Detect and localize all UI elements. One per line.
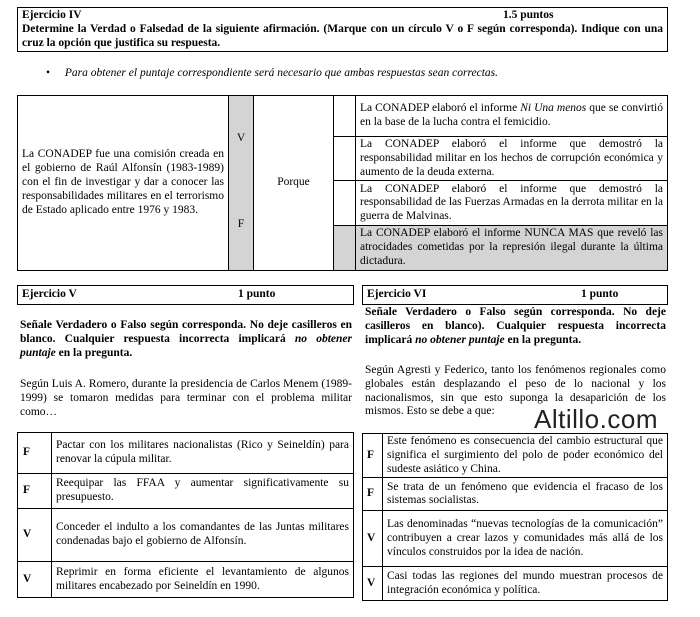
ex5-text-1: Pactar con los militares nacionalistas (Rico y Seineldín) para renovar la cúpula militar.	[52, 433, 354, 474]
ex5-mark-1[interactable]: F	[18, 433, 52, 474]
ex5-table	[17, 432, 354, 598]
bullet-icon: •	[46, 67, 51, 79]
ex5-instruction: Señale Verdadero o Falso según corresponda. No deje casilleros en blanco. Cualquier respuesta incorrecta implicará no obtener puntaje en la pregunta.	[20, 319, 353, 359]
option-text-2: La CONADEP elaboró el informe que demostró la responsabilidad militar en los hechos de corrupción económica y aumento de la deuda externa.	[356, 137, 668, 181]
ex6-intro: Según Agresti y Federico, tanto los fenómenos regionales como globales están desplazando el peso de lo nacional y los nacionalismos, sin que esto suponga la desaparición de los mismos. Esto se debe a que:	[365, 364, 666, 418]
ex5-header	[17, 285, 354, 305]
ex4-bullet-text: Para obtener el puntaje correspondiente será necesario que ambas respuestas sean correctas.	[64, 67, 498, 79]
ex4-header	[17, 7, 668, 52]
ex5-text-3: Conceder el indulto a los comandantes de las Juntas militares condenadas bajo el gobierno de Alfonsín.	[52, 509, 354, 562]
option-checkbox-2[interactable]	[334, 137, 356, 181]
ex5-mark-4[interactable]: V	[18, 562, 52, 598]
ex5-mark-2[interactable]: F	[18, 474, 52, 509]
ex6-text-2: Se trata de un fenómeno que evidencia el fracaso de los sistemas socialistas.	[383, 478, 668, 511]
ex6-mark-3[interactable]: V	[363, 511, 383, 567]
ex5-mark-3[interactable]: V	[18, 509, 52, 562]
ex6-table	[362, 433, 668, 601]
ex4-points: 1.5 puntos	[503, 9, 554, 21]
ex6-title: Ejercicio VI	[367, 288, 427, 300]
ex5-intro: Según Luis A. Romero, durante la presidencia de Carlos Menem (1989-1999) se tomaron medidas para terminar con el problema militar como…	[20, 378, 352, 418]
ex4-table	[17, 95, 668, 271]
ex6-mark-1[interactable]: F	[363, 434, 383, 478]
ex6-text-4: Casi todas las regiones del mundo muestran procesos de integración económica y política.	[383, 567, 668, 601]
ex6-mark-4[interactable]: V	[363, 567, 383, 601]
ex6-mark-2[interactable]: F	[363, 478, 383, 511]
altillo-watermark: Altillo.com	[534, 404, 658, 434]
ex6-text-1: Este fenómeno es consecuencia del cambio estructural que significa el surgimiento del polo de poder económico del sudeste asiático y China.	[383, 434, 668, 478]
false-option[interactable]: F	[229, 181, 254, 270]
option-checkbox-1[interactable]	[334, 96, 356, 137]
ex5-title: Ejercicio V	[22, 288, 77, 300]
option-checkbox-4[interactable]	[334, 226, 356, 270]
ex6-header	[362, 285, 668, 305]
true-option[interactable]: V	[229, 96, 254, 181]
ex4-bullet	[46, 67, 666, 81]
option-text-4: La CONADEP elaboró el informe NUNCA MAS que reveló las atrocidades cometidas por la represión ilegal durante la última dictadura.	[356, 226, 668, 270]
option-text-3: La CONADEP elaboró el informe que demostró la responsabilidad de las Fuerzas Armadas en la derrota militar en la guerra de Malvinas.	[356, 181, 668, 226]
ex6-instruction: Señale Verdadero o Falso según corresponda. No deje casilleros en blanco). Cualquier respuesta incorrecta implicará no obtener puntaje en la pregunta.	[365, 306, 666, 346]
ex5-text-2: Reequipar las FFAA y aumentar significativamente su presupuesto.	[52, 474, 354, 509]
ex6-points: 1 punto	[581, 288, 619, 300]
ex5-points: 1 punto	[238, 288, 276, 300]
ex4-instruction: Determine la Verdad o Falsedad de la siguiente afirmación. (Marque con un círculo V o F según corresponda). Indique con una cruz la opción que justifica su respuesta.	[22, 23, 663, 49]
ex6-text-3: Las denominadas “nuevas tecnologías de la comunicación” contribuyen a crear lazos y comunidades más allá de los vínculos construidos por la idea de nación.	[383, 511, 668, 567]
option-checkbox-3[interactable]	[334, 181, 356, 226]
ex4-statement: La CONADEP fue una comisión creada en el gobierno de Raúl Alfonsín (1983-1989) con el fin de investigar y dar a conocer las responsabilidades militares en el terrorismo de Estado aplicado entre 1976 y 1983.	[18, 96, 229, 271]
option-text-1: La CONADEP elaboró el informe Ni Una menos que se convirtió en la base de la lucha contra el femicidio.	[356, 96, 668, 137]
porque-label: Porque	[254, 96, 334, 271]
ex5-text-4: Reprimir en forma eficiente el levantamiento de algunos militares encabezado por Seineldín en 1990.	[52, 562, 354, 598]
ex4-title: Ejercicio IV	[22, 9, 82, 21]
